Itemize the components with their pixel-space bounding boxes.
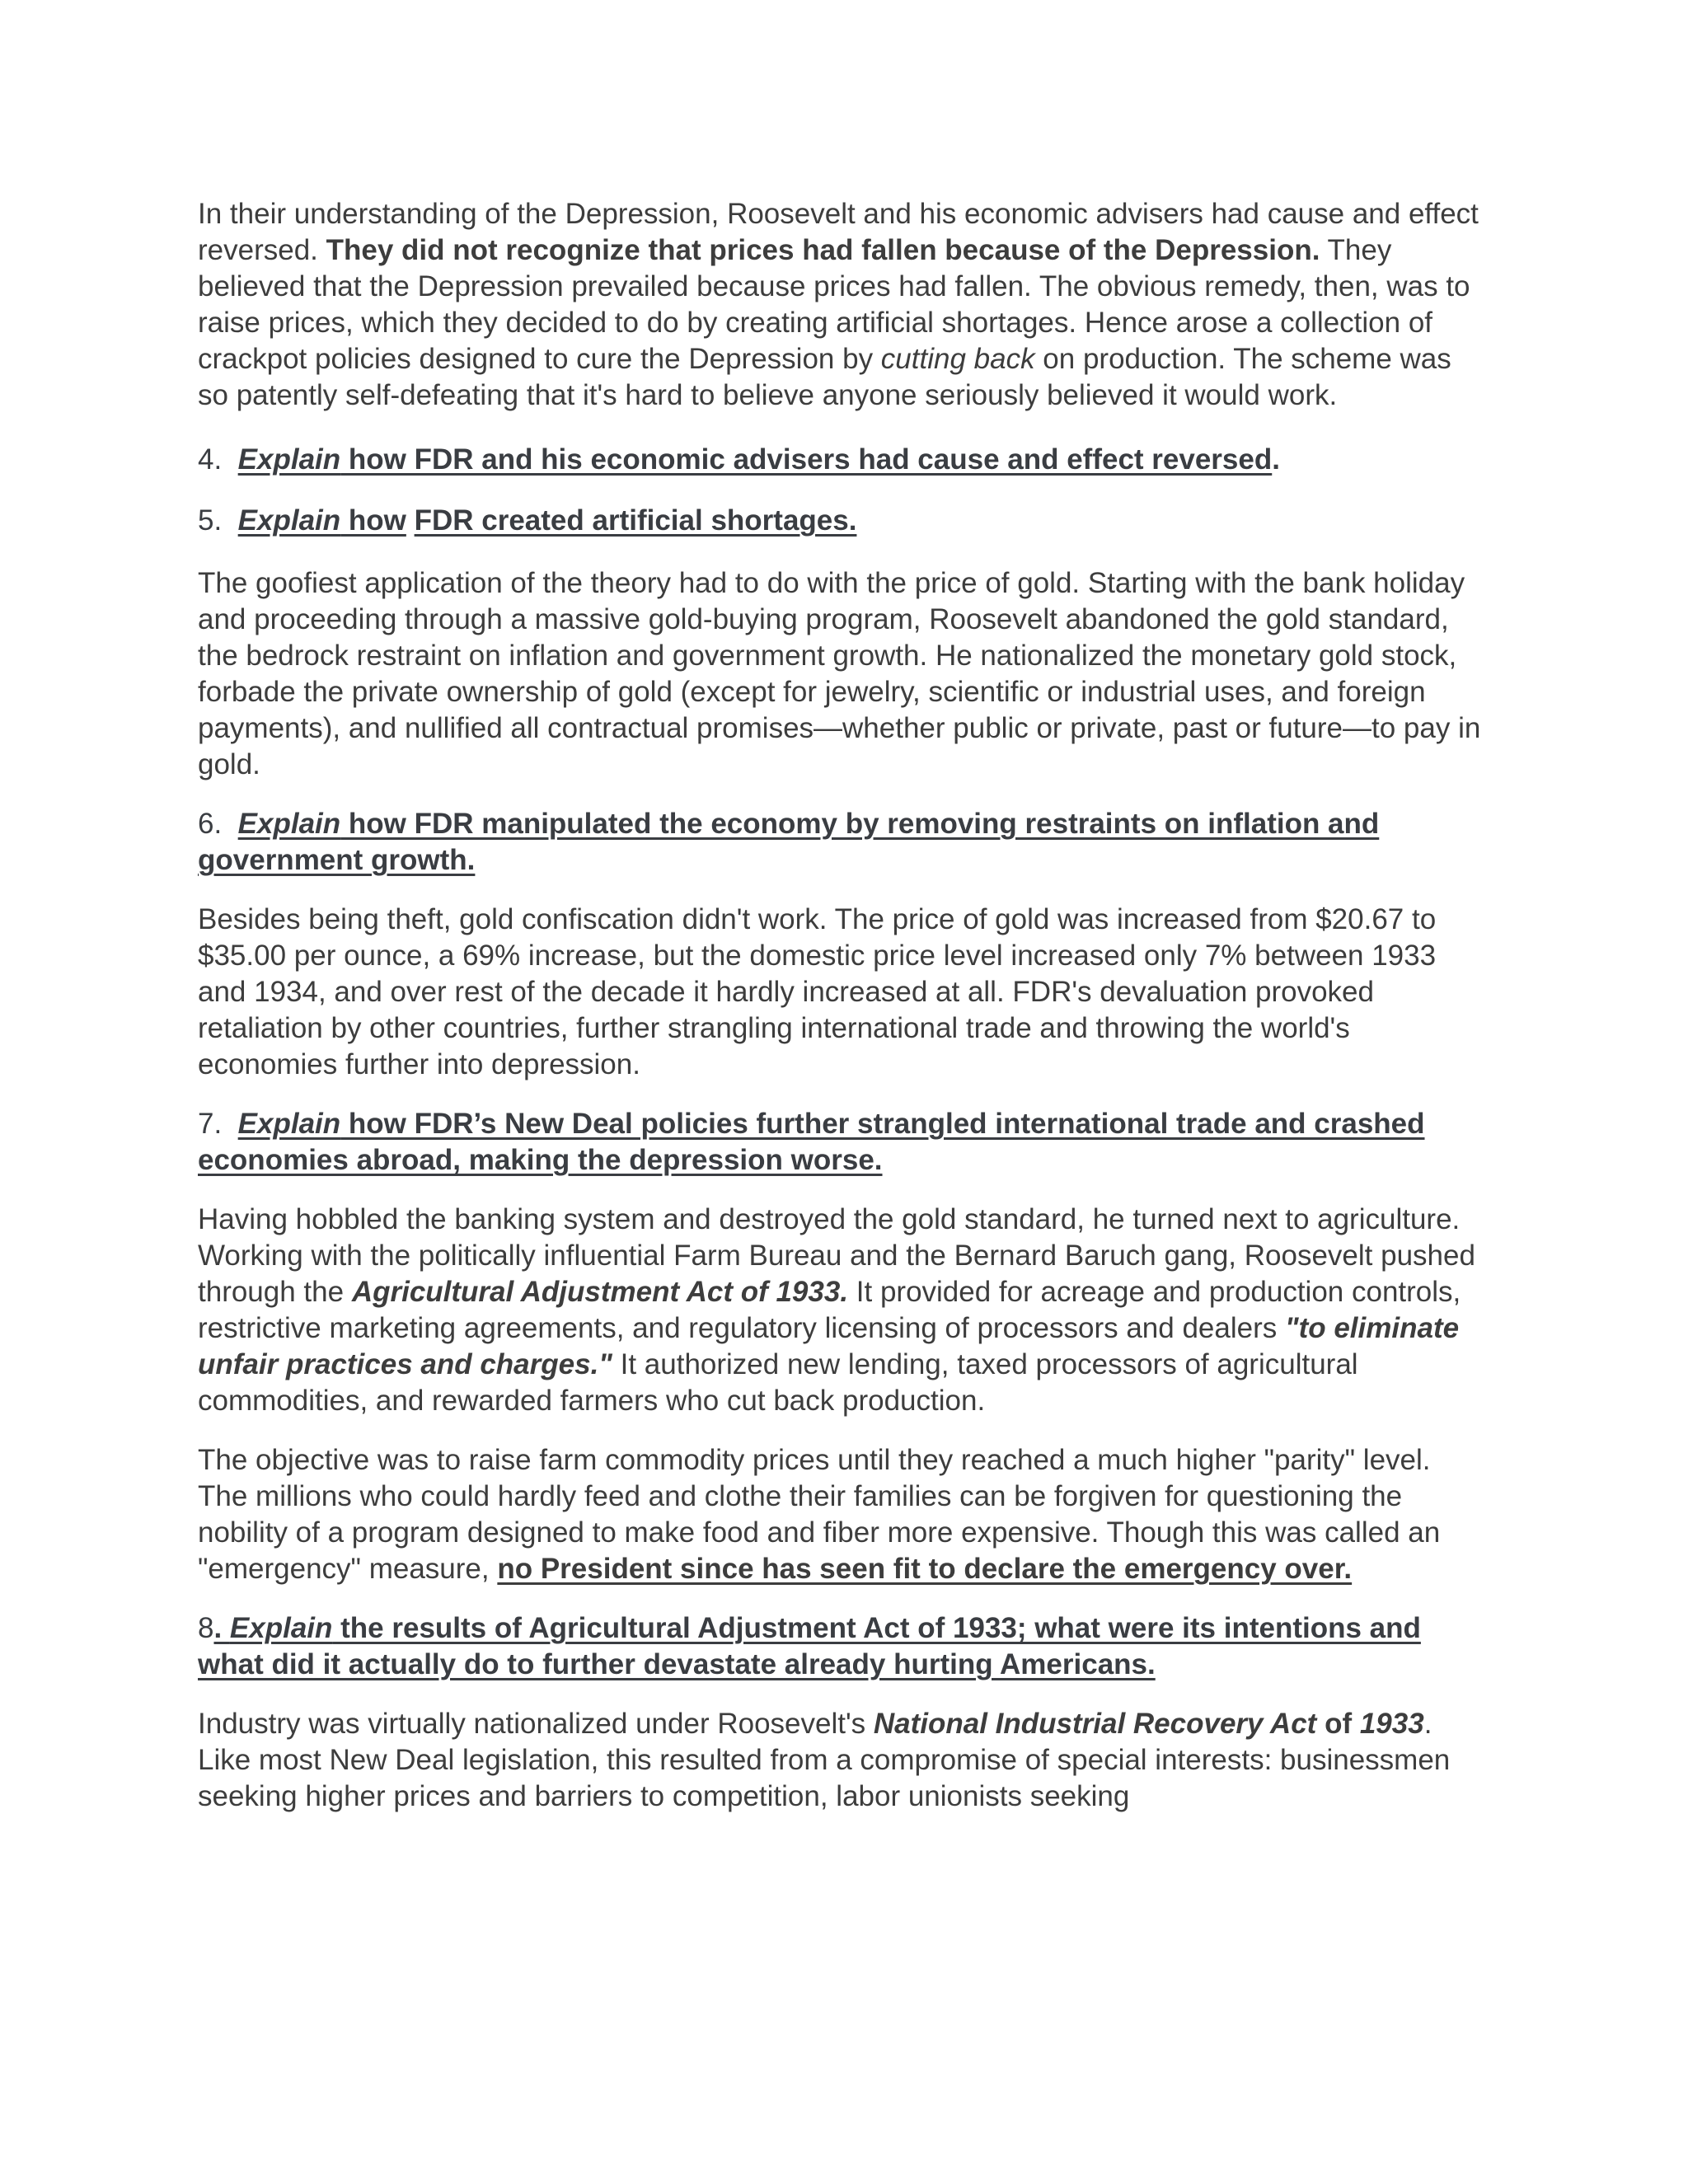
question-verb: Explain xyxy=(229,1612,333,1644)
bold-text-span: of xyxy=(1316,1708,1353,1740)
question-number: 4. xyxy=(198,443,223,476)
question-text xyxy=(198,1612,1421,1680)
question-number: 7. xyxy=(198,1108,223,1140)
question-end: . xyxy=(1272,443,1280,476)
question-number: 5. xyxy=(198,504,223,537)
question-number: 6. xyxy=(198,808,223,840)
text-span: It provided for acreage and production controls, restrictive marketing agreements, and regulatory licensing of processors and dealers xyxy=(198,1276,1461,1344)
question-body: the results of Agricultural Adjustment Act of 1933; what were its intentions and what did it actually do to further devastate already hurting Americans. xyxy=(198,1612,1421,1680)
question-7 xyxy=(198,1106,1484,1179)
question-text xyxy=(238,504,406,537)
question-verb: Explain xyxy=(237,808,341,840)
bold-italic-text-span: National Industrial Recovery Act xyxy=(873,1708,1317,1740)
paragraph-parity xyxy=(198,1442,1484,1587)
question-body: FDR created artificial shortages. xyxy=(414,504,857,537)
question-body: how FDR manipulated the economy by removing restraints on inflation and government growth. xyxy=(198,808,1380,876)
question-verb: Explain xyxy=(237,504,341,537)
question-8 xyxy=(198,1610,1484,1683)
text-span: In their understanding of the Depression, Roosevelt and his economic advisers had cause and effect reversed. xyxy=(198,198,1479,266)
question-text xyxy=(198,808,1379,876)
text-span: Having hobbled the banking system and destroyed the gold standard, he turned next to agriculture. Working with the politically influential Farm Bureau and the Bernard Baruch gang, Roosevelt pushed through the xyxy=(198,1203,1475,1308)
paragraph-agriculture xyxy=(198,1202,1484,1419)
underlined-text-span: no President since has seen fit to declare the emergency over. xyxy=(497,1553,1353,1585)
question-text xyxy=(198,1108,1425,1176)
question-body: how FDR’s New Deal policies further strangled international trade and crashed economies abroad, making the depression worse. xyxy=(198,1108,1425,1176)
text-span: They believed that the Depression prevailed because prices had fallen. The obvious remedy, then, was to raise prices, which they decided to do by creating artificial shortages. Hence arose a collection of crackpot policies designed to cure the Depression by xyxy=(198,234,1470,375)
text-span: . Like most New Deal legislation, this resulted from a compromise of special interests: businessmen seeking higher prices and barriers to competition, labor unionists seeking xyxy=(198,1708,1451,1812)
text-span: The objective was to raise farm commodity prices until they reached a much higher "parity" level. The millions who could hardly feed and clothe their families can be forgiven for questioning the nobility of a program designed to make food and fiber more expensive. Though this was called an "emergency" measure, xyxy=(198,1444,1441,1585)
question-4 xyxy=(198,442,1484,478)
question-body: how xyxy=(340,504,406,537)
text-span: Industry was virtually nationalized under Roosevelt's xyxy=(198,1708,874,1740)
paragraph-depression-cause-effect xyxy=(198,196,1484,414)
paragraph-gold-confiscation: Besides being theft, gold confiscation didn't work. The price of gold was increased from $20.67 to $35.00 per ounce, a 69% increase, but the domestic price level increased only 7% between 1933 and 1934, and over rest of the decade it hardly increased at all. FDR's devaluation provoked retaliation by other countries, further strangling international trade and throwing the world's economies further into depression. xyxy=(198,903,1437,1080)
document-page xyxy=(198,196,1484,1838)
question-6 xyxy=(198,806,1484,879)
bold-italic-text-span: "to eliminate unfair practices and charges." xyxy=(198,1312,1460,1380)
bold-italic-text-span: Agricultural Adjustment Act of 1933. xyxy=(351,1276,849,1308)
text-span: on production. The scheme was so patently self-defeating that it's hard to believe anyone seriously believed it would work. xyxy=(198,343,1451,411)
question-prefix: . xyxy=(213,1612,230,1644)
italic-text-span: cutting back xyxy=(880,343,1035,375)
paragraph-industry xyxy=(198,1706,1484,1815)
question-number: 8 xyxy=(198,1612,214,1644)
text-span: It authorized new lending, taxed processors of agricultural commodities, and rewarded farmers who cut back production. xyxy=(198,1348,1358,1417)
bold-text-span: They did not recognize that prices had fallen because of the Depression. xyxy=(326,234,1320,266)
question-verb: Explain xyxy=(237,443,341,476)
bold-italic-text-span: 1933 xyxy=(1359,1708,1424,1740)
question-5 xyxy=(198,503,1484,539)
question-body: how FDR and his economic advisers had cause and effect reversed xyxy=(340,443,1273,476)
question-text xyxy=(238,443,1273,476)
question-verb: Explain xyxy=(237,1108,341,1140)
paragraph-gold-standard: The goofiest application of the theory had to do with the price of gold. Starting with the bank holiday and proceeding through a massive gold-buying program, Roosevelt abandoned the gold standard, the bedrock restraint on inflation and government growth. He nationalized the monetary gold stock, forbade the private ownership of gold (except for jewelry, scientific or industrial uses, and foreign payments), and nullified all contractual promises—whether public or private, past or future—to pay in gold. xyxy=(198,567,1481,780)
